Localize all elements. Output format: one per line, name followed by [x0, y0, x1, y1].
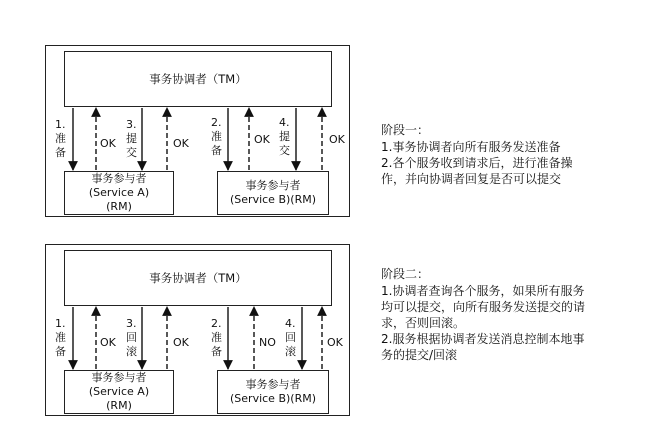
phase2-diagram	[45, 244, 350, 416]
phase2-step4-char1: 回	[285, 331, 296, 344]
phase2-ok-b2-label: OK	[327, 336, 343, 349]
phase2-ok-a2-label: OK	[173, 336, 189, 349]
phase1-rm-a-line2: (Service A)	[88, 186, 150, 200]
phase2-desc-line: 1.协调者查询各个服务，如果所有服务	[381, 284, 585, 298]
phase1-rm-b-line1: 事务参与者	[245, 179, 301, 193]
phase1-tm-label: 事务协调者（TM）	[149, 72, 247, 86]
phase2-desc-line: 均可以提交，向所有服务发送提交的请	[381, 300, 586, 314]
phase2-rm-a-line3: (RM)	[106, 398, 132, 412]
phase1-description	[381, 122, 636, 187]
phase1-desc-line: 作，并向协调者回复是否可以提交	[381, 172, 562, 186]
phase1-desc-line: 1.事务协调者向所有服务发送准备	[381, 140, 561, 154]
phase2-desc-title: 阶段二：	[381, 267, 430, 281]
phase2-step2-num: 2.	[211, 317, 222, 330]
phase2-step4-num: 4.	[285, 317, 296, 330]
phase1-ok-b2-label: OK	[329, 133, 345, 146]
phase2-rm-b-line1: 事务参与者	[245, 378, 301, 392]
phase1-desc-title: 阶段一：	[381, 123, 430, 137]
phase1-rm-b-line2: (Service B)(RM)	[230, 193, 316, 206]
phase2-rm-b-line2: (Service B)(RM)	[230, 392, 316, 405]
phase1-step2-char1: 准	[211, 130, 222, 143]
phase2-desc-line: 务的提交/回滚	[381, 348, 458, 362]
phase1-step4-char1: 提	[279, 130, 290, 143]
phase1-rm-a-line3: (RM)	[106, 199, 132, 213]
phase2-step4-char2: 滚	[285, 345, 296, 358]
phase2-desc-line: 2.服务根据协调者发送消息控制本地事	[381, 332, 585, 346]
phase2-step3-num: 3.	[126, 317, 137, 330]
phase2-desc-line: 求，否则回滚。	[381, 316, 466, 330]
phase1-step2-char2: 备	[211, 144, 222, 157]
phase2-step2-char1: 准	[211, 331, 222, 344]
phase2-rm-a-line1: 事务参与者	[91, 371, 147, 385]
phase2-tm-label: 事务协调者（TM）	[149, 271, 247, 285]
phase1-step4-num: 4.	[279, 116, 290, 129]
phase1-ok-a1-label: OK	[100, 137, 116, 150]
phase1-step1-char1: 准	[55, 132, 66, 145]
phase2-rm-service-b	[217, 370, 329, 414]
phase1-ok-b1-label: OK	[254, 133, 270, 146]
phase1-diagram	[45, 45, 350, 217]
phase2-description	[381, 266, 636, 363]
phase1-step1-char2: 备	[55, 146, 66, 159]
phase1-rm-service-b	[217, 171, 329, 215]
phase1-step3-char1: 提	[126, 132, 137, 145]
phase2-step3-char1: 回	[126, 331, 137, 344]
phase1-step3-char2: 交	[126, 146, 137, 159]
phase1-step1-num: 1.	[55, 118, 66, 131]
phase2-step3-char2: 滚	[126, 345, 137, 358]
phase2-step1-char1: 准	[55, 331, 66, 344]
phase2-ok-a1-label: OK	[100, 336, 116, 349]
phase1-step4-char2: 交	[279, 144, 290, 157]
phase2-step1-num: 1.	[55, 317, 66, 330]
phase1-desc-line: 2.各个服务收到请求后，进行准备操	[381, 156, 573, 170]
phase2-rm-a-line2: (Service A)	[88, 385, 150, 399]
phase1-rm-a-line1: 事务参与者	[91, 172, 147, 186]
phase1-step3-num: 3.	[126, 118, 137, 131]
phase1-ok-a2-label: OK	[173, 137, 189, 150]
phase1-rm-service-a	[64, 171, 174, 215]
phase2-step1-char2: 备	[55, 345, 66, 358]
phase1-step2-num: 2.	[211, 116, 222, 129]
phase2-no-b1-label: NO	[259, 336, 276, 349]
phase2-step2-char2: 备	[211, 345, 222, 358]
phase2-rm-service-a	[64, 370, 174, 414]
